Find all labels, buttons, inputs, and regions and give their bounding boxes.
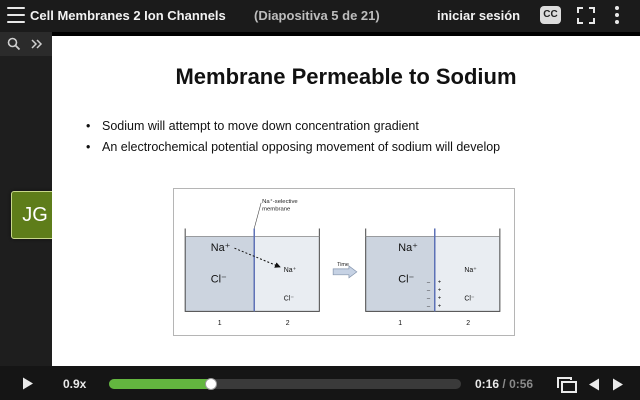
time-label: Time	[337, 261, 349, 268]
charge-minus: –	[426, 303, 431, 310]
fullscreen-icon[interactable]	[577, 7, 595, 24]
compartment-label-1: 1	[217, 320, 222, 328]
seek-bar-progress	[109, 379, 211, 389]
total-time: 0:56	[509, 377, 534, 391]
charge-plus: +	[437, 295, 442, 302]
closed-captions-button[interactable]: CC	[540, 6, 561, 24]
next-slide-icon[interactable]	[612, 378, 624, 391]
slide-canvas	[52, 36, 640, 366]
login-link[interactable]: iniciar sesión	[437, 8, 521, 23]
bullet-item: • Sodium will attempt to move down concentration gradient	[86, 116, 500, 137]
bullet-list	[86, 116, 500, 158]
right-cl-label: Cl⁻	[283, 295, 294, 303]
more-options-icon[interactable]	[614, 6, 620, 26]
right-na-label: Na⁺	[283, 266, 297, 274]
charge-minus: –	[426, 279, 431, 286]
playback-speed-button[interactable]: 0.9x	[63, 377, 87, 391]
membrane-label-pointer	[254, 203, 261, 229]
slide-counter: (Diapositiva 5 de 21)	[254, 8, 380, 23]
current-time: 0:16	[475, 377, 500, 391]
membrane-label: Na⁺-selective	[262, 198, 298, 205]
expand-sidebar-icon[interactable]	[30, 37, 44, 51]
play-icon[interactable]	[22, 377, 34, 390]
picture-in-picture-icon[interactable]	[556, 376, 578, 394]
previous-slide-icon[interactable]	[588, 378, 600, 391]
after-right-na-label: Na⁺	[464, 266, 477, 274]
after-right-cl-label: Cl⁻	[464, 295, 475, 303]
charge-plus: +	[437, 303, 442, 310]
avatar[interactable]: JG	[11, 191, 59, 239]
membrane-label-2: membrane	[262, 206, 291, 213]
charge-minus: –	[426, 295, 431, 302]
seek-bar[interactable]	[109, 379, 461, 389]
left-na-label: Na⁺	[210, 242, 231, 255]
compartment-label-2: 2	[285, 320, 290, 328]
membrane-diagram	[173, 188, 515, 336]
presentation-title: Cell Membranes 2 Ion Channels	[30, 8, 226, 23]
after-compartment-label-2: 2	[466, 320, 471, 328]
search-icon[interactable]	[7, 37, 21, 51]
after-left-na-label: Na⁺	[398, 242, 418, 255]
charge-plus: +	[437, 279, 442, 286]
left-cl-label: Cl⁻	[210, 273, 227, 286]
seek-bar-handle[interactable]	[205, 378, 217, 390]
after-left-cl-label: Cl⁻	[398, 273, 415, 286]
charge-plus: +	[437, 287, 442, 294]
charge-minus: –	[426, 287, 431, 294]
bullet-item: • An electrochemical potential opposing movement of sodium will develop	[86, 137, 500, 158]
time-display	[475, 377, 533, 391]
slide-title: Membrane Permeable to Sodium	[175, 64, 517, 89]
after-compartment-label-1: 1	[398, 320, 403, 328]
time-separator: /	[502, 377, 506, 391]
menu-icon[interactable]	[7, 7, 25, 23]
